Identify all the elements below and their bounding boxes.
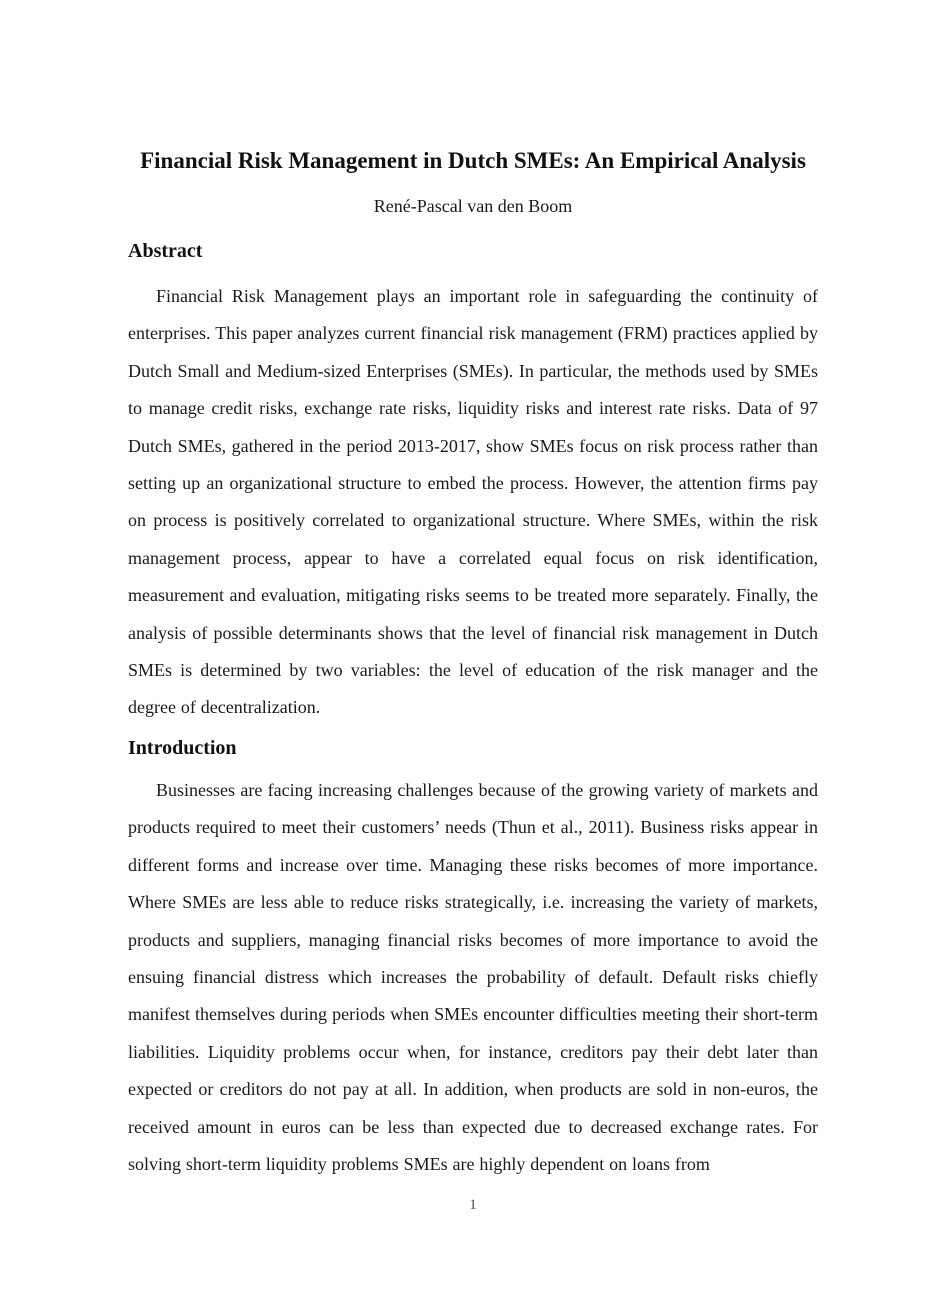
page-number: 1 xyxy=(469,1197,477,1213)
section-heading-introduction: Introduction xyxy=(128,736,237,759)
page-content xyxy=(128,0,818,1183)
introduction-paragraph: Businesses are facing increasing challenges because of the growing variety of markets and products required to meet their customers’ needs (Thun et al., 2011). Business risks appear in different forms and increase over time. Managing these risks becomes of more importance. Where SMEs are less able to reduce risks strategically, i.e. increasing the variety of markets, products and suppliers, managing financial risks becomes of more importance to avoid the ensuing financial distress which increases the probability of default. Default risks chiefly manifest themselves during periods when SMEs encounter difficulties meeting their short-term liabilities. Liquidity problems occur when, for instance, creditors pay their debt later than expected or creditors do not pay at all. In addition, when products are sold in non-euros, the received amount in euros can be less than expected due to decreased exchange rates. For solving short-term liquidity problems SMEs are highly dependent on loans from xyxy=(128,779,818,1174)
paper-author: René-Pascal van den Boom xyxy=(373,196,573,216)
abstract-paragraph: Financial Risk Management plays an important role in safeguarding the continuity of enterprises. This paper analyzes current financial risk management (FRM) practices applied by Dutch Small and Medium-sized Enterprises (SMEs). In particular, the methods used by SMEs to manage credit risks, exchange rate risks, liquidity risks and interest rate risks. Data of 97 Dutch SMEs, gathered in the period 2013-2017, show SMEs focus on risk process rather than setting up an organizational structure to embed the process. However, the attention firms pay on process is positively correlated to organizational structure. Where SMEs, within the risk management process, appear to have a correlated equal focus on risk identification, measurement and evaluation, mitigating risks seems to be treated more separately. Finally, the analysis of possible determinants shows that the level of financial risk management in Dutch SMEs is determined by two variables: the level of education of the risk manager and the degree of decentralization. xyxy=(128,286,818,718)
section-heading-abstract: Abstract xyxy=(128,240,203,262)
paper-title: Financial Risk Management in Dutch SMEs: An Empirical Analysis xyxy=(140,148,806,173)
